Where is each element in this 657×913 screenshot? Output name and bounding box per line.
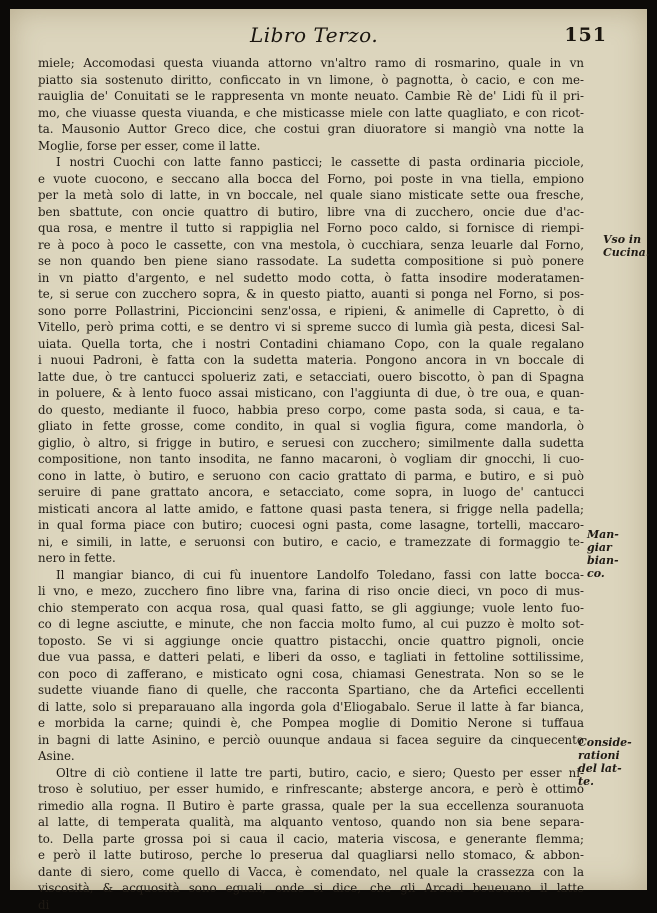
text-line: I nostri Cuochi con latte fanno pasticci; le cassette di pasta ordinaria picciole, [38,154,584,171]
text-line: nero in fette. [38,550,584,567]
text-line: ni, e simili, in latte, e seruonsi con butiro, e cacio, e tramezzate di formaggio te- [38,534,584,551]
text-line: viscosità, & acquosità sono eguali, onde si dice, che gli Arcadi beueuano il latte [38,880,584,897]
book-page [10,9,647,890]
text-line: per la metà solo di latte, in vn boccale, nel quale siano misticate sette oua fresche, [38,187,584,204]
text-line: co di legne asciutte, e minute, che non faccia molto fumo, al cui puzzo è molto sot- [38,616,584,633]
text-line: in qual forma piace con butiro; cuocesi ogni pasta, come lasagne, tortelli, maccaro- [38,517,584,534]
page-number: 151 [564,24,607,46]
text-line: e però il latte butiroso, perche lo preserua dal quagliarsi nello stomaco, & abbon- [38,847,584,864]
text-line: toposto. Se vi si aggiunge oncie quattro pistacchi, oncie quattro pignoli, oncie [38,633,584,650]
text-line: rimedio alla rogna. Il Butiro è parte grassa, quale per la sua eccellenza souranuota [38,798,584,815]
text-line: mo, che viuasse questa viuanda, e che misticasse miele con latte quagliato, e con ricot- [38,105,584,122]
text-line: se non quando ben piene siano rassodate. La sudetta compositione si può ponere [38,253,584,270]
text-line: misticati ancora al latte amido, e fattone quasi pasta tenera, si frigge nella padella; [38,501,584,518]
text-line: qua rosa, e mentre il tutto si rappiglia nel Forno poco caldo, si fornisce di riempi- [38,220,584,237]
text-line: ta. Mausonio Auttor Greco dice, che costui gran diuoratore si mangiò vna notte la [38,121,584,138]
text-line: ben sbattute, con oncie quattro di butiro, libre vna di zucchero, oncie due d'ac- [38,204,584,221]
running-title: Libro Terzo. [250,23,378,47]
text-line: uiata. Quella torta, che i nostri Contadini chiamano Copo, con la quale regalano [38,336,584,353]
text-line: te, si serue con zucchero sopra, & in questo piatto, auanti si ponga nel Forno, si pos- [38,286,584,303]
margin-note-mangiar-bianco: Man- giar bian- co. [587,528,647,580]
margin-note-considerationi-del-latte: Conside- rationi del lat- te. [578,736,632,788]
text-line: i nuoui Padroni, è fatta con la sudetta materia. Pongono ancora in vn boccale di [38,352,584,369]
text-line: e morbida la carne; quindi è, che Pompea moglie di Domitio Nerone si tuffaua [38,715,584,732]
text-line: Asine. [38,748,584,765]
text-line: giglio, ò altro, si frigge in butiro, e seruesi con zucchero; similmente dalla sudetta [38,435,584,452]
margin-note-uso-in-cucina: Vso in Cucina. [603,233,650,259]
text-line: li vno, e mezo, zucchero fino libre vna, farina di riso oncie dieci, vn poco di mus- [38,583,584,600]
body-text [38,55,584,913]
text-line: compositione, non tanto insodita, ne fanno macaroni, ò vogliam dir gnocchi, li cuo- [38,451,584,468]
text-line: seruire di pane grattato ancora, e setacciato, come sopra, in luogo de' cantucci [38,484,584,501]
text-line: troso è solutiuo, per esser humido, e rinfrescante; absterge ancora, e però è ottimo [38,781,584,798]
page-header [10,23,647,57]
text-line: Moglie, forse per esser, come il latte. [38,138,584,155]
text-line: due vua passa, e datteri pelati, e liberi da osso, e tagliati in fettoline sottilissime, [38,649,584,666]
text-line: in poluere, & à lento fuoco assai misticano, con l'aggiunta di due, ò tre oua, e quan- [38,385,584,402]
text-line: con poco di zafferano, e misticato ogni cosa, chiamasi Genestrata. Non so se le [38,666,584,683]
text-line: dante di siero, come quello di Vacca, è comendato, nel quale la crassezza con la [38,864,584,881]
text-line: sudette viuande fiano di quelle, che racconta Spartiano, che da Artefici eccellenti [38,682,584,699]
text-line: re à poco à poco le cassette, con vna mestola, ò cucchiara, senza leuarle dal Forno, [38,237,584,254]
text-line: e vuote cuocono, e seccano alla bocca del Forno, poi poste in vna tiella, empiono [38,171,584,188]
text-line: miele; Accomodasi questa viuanda attorno vn'altro ramo di rosmarino, quale in vn [38,55,584,72]
text-line: piatto sia sostenuto diritto, conficcato in vn limone, ò pagnotta, ò cacio, e con me- [38,72,584,89]
text-line: chio stemperato con acqua rosa, qual quasi fatto, se gli aggiunge; vuole lento fuo- [38,600,584,617]
text-line: rauiglia de' Conuitati se le rappresenta vn monte neuato. Cambie Rè de' Lidi fù il pri- [38,88,584,105]
text-line: Il mangiar bianco, di cui fù inuentore Landolfo Toledano, fassi con latte bocca- [38,567,584,584]
text-line: in bagni di latte Asinino, e perciò ouunque andaua si facea seguire da cinquecento [38,732,584,749]
text-line: gliato in fette grosse, come condito, in qual si voglia figura, come mandorla, ò [38,418,584,435]
text-line: Vitello, però prima cotti, e se dentro vi si spreme succo di lumìa già pesta, dicesi Sal- [38,319,584,336]
text-line: latte due, ò tre cantucci spolueriz zati, e setacciati, ouero biscotto, ò pan di Spagna [38,369,584,386]
text-line: to. Della parte grossa poi si caua il cacio, materia viscosa, e generante flemma; [38,831,584,848]
text-line: in vn piatto d'argento, e nel sudetto modo cotta, ò fatta insodire moderatamen- [38,270,584,287]
text-line: di [38,897,584,913]
text-line: sono porre Pollastrini, Piccioncini senz'ossa, e ripieni, & animelle di Capretto, ò di [38,303,584,320]
text-line: Oltre di ciò contiene il latte tre parti, butiro, cacio, e siero; Questo per esser ni- [38,765,584,782]
text-line: do questo, mediante il fuoco, habbia preso corpo, come pasta soda, si caua, e ta- [38,402,584,419]
text-line: di latte, solo si preparauano alla ingorda gola d'Eliogabalo. Serue il latte à far bianca, [38,699,584,716]
text-line: al latte, di temperata qualità, ma alquanto ventoso, quando non sia bene separa- [38,814,584,831]
text-line: cono in latte, ò butiro, e seruono con cacio grattato di parma, e butiro, e si può [38,468,584,485]
